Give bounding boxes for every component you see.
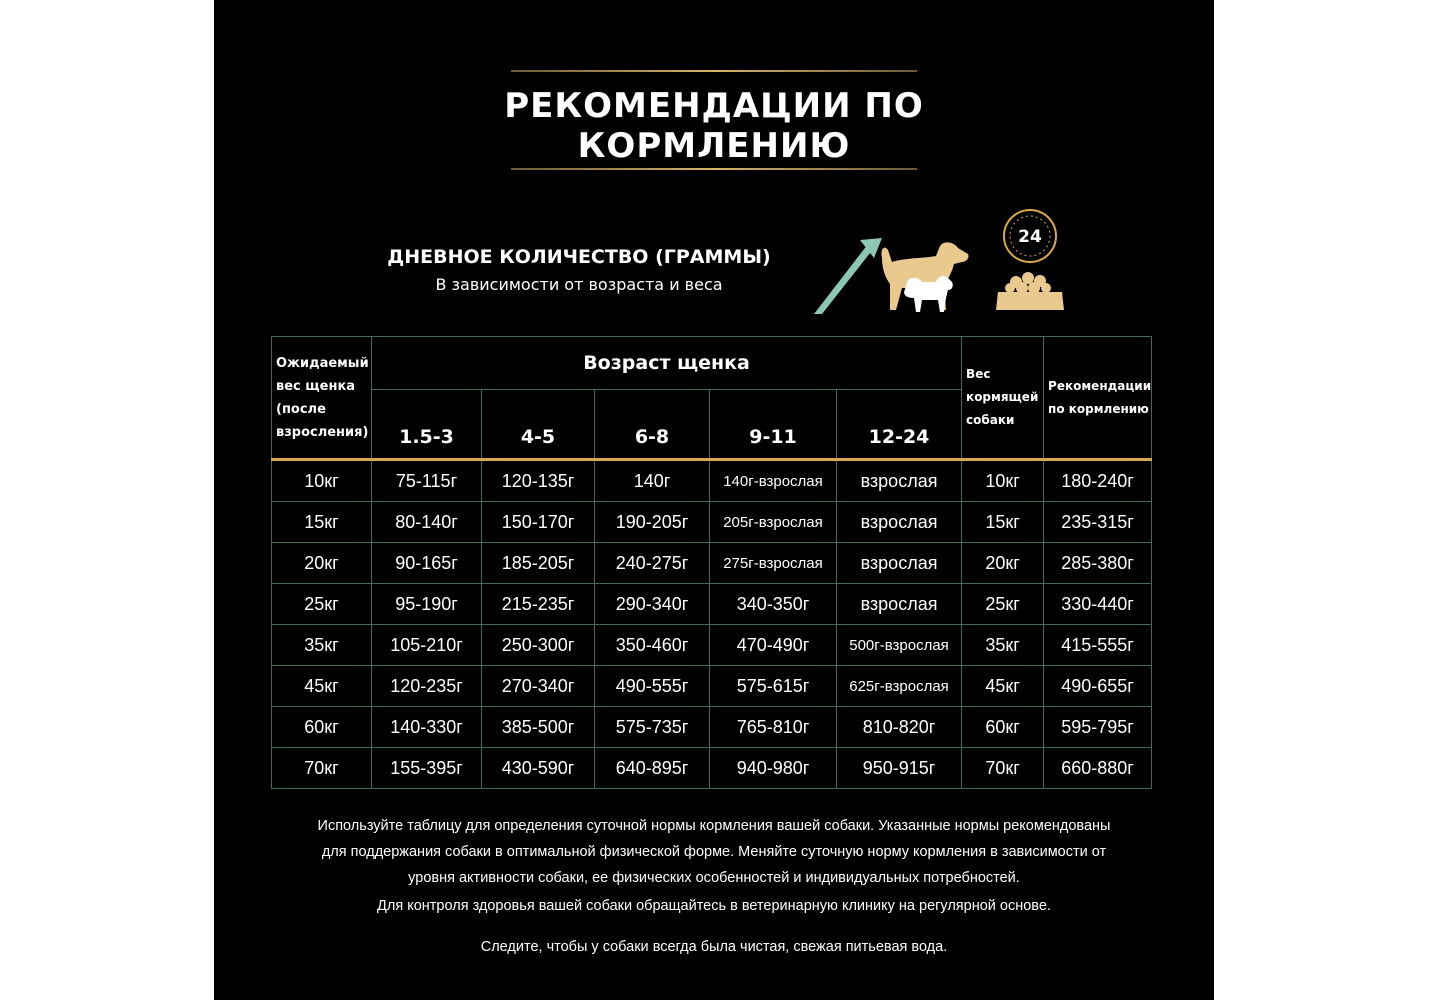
table-cell: 140г-взрослая bbox=[710, 460, 837, 502]
footer-text-line: уровня активности собаки, ее физических особенностей и индивидуальных потребностей. bbox=[408, 870, 1020, 886]
table-cell: 60кг bbox=[962, 707, 1044, 748]
clock-24-label: 24 bbox=[1018, 227, 1042, 247]
footer-text-line: для поддержания собаки в оптимальной физической форме. Меняйте суточную норму кормления в зависимости от bbox=[321, 844, 1107, 860]
table-row bbox=[272, 707, 1152, 748]
table-cell: 190-205г bbox=[595, 502, 710, 543]
table-cell: 15кг bbox=[272, 502, 372, 543]
page-title-line2: КОРМЛЕНИЮ bbox=[577, 126, 851, 166]
table-cell: 70кг bbox=[272, 748, 372, 789]
table-cell: 765-810г bbox=[710, 707, 837, 748]
table-cell: 215-235г bbox=[482, 584, 595, 625]
table-cell: 140-330г bbox=[372, 707, 482, 748]
table-cell: 490-655г bbox=[1044, 666, 1152, 707]
table-cell: 340-350г bbox=[710, 584, 837, 625]
table-cell: 430-590г bbox=[482, 748, 595, 789]
table-cell: 810-820г bbox=[837, 707, 962, 748]
table-cell: 660-880г bbox=[1044, 748, 1152, 789]
table-cell: 25кг bbox=[962, 584, 1044, 625]
table-cell: взрослая bbox=[837, 543, 962, 584]
table-cell: 205г-взрослая bbox=[710, 502, 837, 543]
table-cell: 940-980г bbox=[710, 748, 837, 789]
table-cell: 10кг bbox=[272, 460, 372, 502]
table-cell: 275г-взрослая bbox=[710, 543, 837, 584]
header-feeding-weight-line: Вес bbox=[966, 367, 991, 381]
table-cell: 15кг bbox=[962, 502, 1044, 543]
table-cell: 235-315г bbox=[1044, 502, 1152, 543]
table-cell: 350-460г bbox=[595, 625, 710, 666]
header-expected-weight-line: Ожидаемый bbox=[276, 355, 369, 371]
table-cell: 10кг bbox=[962, 460, 1044, 502]
table-cell: 185-205г bbox=[482, 543, 595, 584]
title-bottom-rule bbox=[511, 168, 917, 170]
header-recommendation bbox=[1044, 337, 1152, 460]
table-cell: 240-275г bbox=[595, 543, 710, 584]
header-recommendation-line: Рекомендации bbox=[1048, 378, 1152, 393]
page-title-line1: РЕКОМЕНДАЦИИ ПО bbox=[504, 86, 924, 126]
table-cell: взрослая bbox=[837, 502, 962, 543]
table-cell: 140г bbox=[595, 460, 710, 502]
header-expected-weight bbox=[272, 337, 372, 460]
header-age-col: 4-5 bbox=[482, 390, 595, 460]
table-row bbox=[272, 460, 1152, 502]
table-row bbox=[272, 748, 1152, 789]
table-cell: 70кг bbox=[962, 748, 1044, 789]
table-cell: 500г-взрослая bbox=[837, 625, 962, 666]
table-cell: 575-615г bbox=[710, 666, 837, 707]
page-title bbox=[476, 86, 952, 166]
table-body bbox=[272, 460, 1152, 789]
table-row bbox=[272, 584, 1152, 625]
table-cell: взрослая bbox=[837, 460, 962, 502]
header-puppy-age: Возраст щенка bbox=[372, 337, 962, 390]
title-top-rule bbox=[511, 70, 917, 72]
table-cell: 120-235г bbox=[372, 666, 482, 707]
header-age-col: 6-8 bbox=[595, 390, 710, 460]
table-cell: 75-115г bbox=[372, 460, 482, 502]
table-cell: 385-500г bbox=[482, 707, 595, 748]
table-cell: 95-190г bbox=[372, 584, 482, 625]
table-row bbox=[272, 502, 1152, 543]
table-cell: 45кг bbox=[272, 666, 372, 707]
table-cell: 490-555г bbox=[595, 666, 710, 707]
feeding-panel bbox=[214, 0, 1214, 1000]
header-expected-weight-line: взросления) bbox=[276, 424, 369, 440]
table-cell: взрослая bbox=[837, 584, 962, 625]
table-cell: 180-240г bbox=[1044, 460, 1152, 502]
daily-amount-heading: ДНЕВНОЕ КОЛИЧЕСТВО (ГРАММЫ) bbox=[387, 246, 771, 268]
header-age-col: 9-11 bbox=[710, 390, 837, 460]
table-cell: 155-395г bbox=[372, 748, 482, 789]
table-cell: 150-170г bbox=[482, 502, 595, 543]
table-cell: 20кг bbox=[272, 543, 372, 584]
table-cell: 470-490г bbox=[710, 625, 837, 666]
table-cell: 270-340г bbox=[482, 666, 595, 707]
table-cell: 60кг bbox=[272, 707, 372, 748]
table-row bbox=[272, 625, 1152, 666]
food-bowl-icon bbox=[994, 266, 1066, 314]
table-cell: 90-165г bbox=[372, 543, 482, 584]
table-cell: 120-135г bbox=[482, 460, 595, 502]
footer-text-line: Используйте таблицу для определения суточной нормы кормления вашей собаки. Указанные нормы рекомендованы bbox=[317, 818, 1111, 834]
footer-water-note: Следите, чтобы у собаки всегда была чистая, свежая питьевая вода. bbox=[480, 939, 948, 955]
footer-text-line: Для контроля здоровья вашей собаки обращайтесь в ветеринарную клинику на регулярной основе. bbox=[377, 898, 1051, 914]
header-recommendation-line: по кормлению bbox=[1048, 401, 1149, 416]
table-cell: 415-555г bbox=[1044, 625, 1152, 666]
table-cell: 35кг bbox=[962, 625, 1044, 666]
header-expected-weight-line: (после bbox=[276, 401, 326, 417]
header-feeding-weight-line: кормящей bbox=[966, 390, 1039, 404]
table-cell: 250-300г bbox=[482, 625, 595, 666]
table-cell: 45кг bbox=[962, 666, 1044, 707]
table-cell: 20кг bbox=[962, 543, 1044, 584]
daily-amount-caption: В зависимости от возраста и веса bbox=[435, 275, 723, 294]
table-row bbox=[272, 666, 1152, 707]
header-feeding-weight bbox=[962, 337, 1044, 460]
table-cell: 25кг bbox=[272, 584, 372, 625]
table-cell: 330-440г bbox=[1044, 584, 1152, 625]
table-cell: 290-340г bbox=[595, 584, 710, 625]
table-cell: 595-795г bbox=[1044, 707, 1152, 748]
header-age-col: 1.5-3 bbox=[372, 390, 482, 460]
dogs-icon bbox=[874, 236, 974, 316]
table-row bbox=[272, 543, 1152, 584]
header-age-col: 12-24 bbox=[837, 390, 962, 460]
table-cell: 640-895г bbox=[595, 748, 710, 789]
table-cell: 625г-взрослая bbox=[837, 666, 962, 707]
header-feeding-weight-line: собаки bbox=[966, 413, 1015, 427]
table-cell: 80-140г bbox=[372, 502, 482, 543]
table-cell: 285-380г bbox=[1044, 543, 1152, 584]
header-expected-weight-line: вес щенка bbox=[276, 378, 356, 394]
table-header-row-1 bbox=[272, 337, 1152, 390]
table-cell: 105-210г bbox=[372, 625, 482, 666]
table-cell: 575-735г bbox=[595, 707, 710, 748]
table-cell: 35кг bbox=[272, 625, 372, 666]
growth-arrow-icon bbox=[812, 236, 882, 316]
clock-24-icon bbox=[1000, 206, 1060, 266]
feeding-table bbox=[271, 336, 1152, 789]
table-cell: 950-915г bbox=[837, 748, 962, 789]
